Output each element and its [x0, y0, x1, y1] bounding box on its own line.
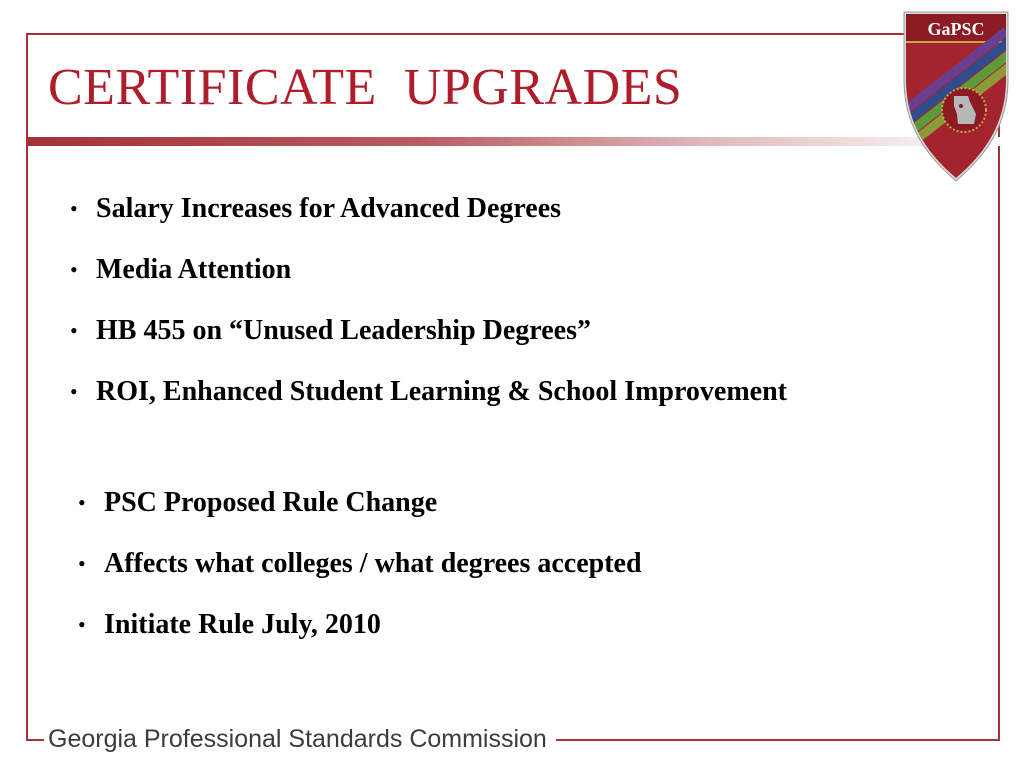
bullet-dot: • — [70, 318, 78, 343]
bullet-text: PSC Proposed Rule Change — [104, 487, 438, 518]
bullet-text: HB 455 on “Unused Leadership Degrees” — [96, 315, 591, 346]
logo-wordmark: GaPSC — [927, 19, 985, 39]
bullet-dot: • — [70, 196, 78, 221]
bullet-dot: • — [70, 379, 78, 404]
bullet-text: Initiate Rule July, 2010 — [104, 609, 381, 640]
title-underline — [28, 137, 1000, 146]
bullet-text: Media Attention — [96, 254, 292, 285]
slide-title: CERTIFICATE UPGRADES — [48, 59, 683, 116]
bullet-dot: • — [70, 257, 78, 282]
bullet-list-primary — [70, 193, 787, 437]
gapsc-shield-logo-icon — [902, 10, 1010, 182]
frame-bottom-line-left — [26, 739, 44, 741]
bullet-item — [78, 609, 642, 670]
bullet-text: Salary Increases for Advanced Degrees — [96, 193, 562, 224]
bullet-dot: • — [78, 551, 86, 576]
bullet-dot: • — [78, 612, 86, 637]
footer-organization-name: Georgia Professional Standards Commission — [48, 725, 547, 753]
bullet-text: Affects what colleges / what degrees accepted — [104, 548, 642, 579]
bullet-item — [78, 487, 642, 548]
bullet-item — [70, 254, 787, 315]
bullet-item — [70, 193, 787, 254]
bullet-dot: • — [78, 490, 86, 515]
bullet-item — [70, 315, 787, 376]
bullet-item — [70, 376, 787, 437]
bullet-text: ROI, Enhanced Student Learning & School Improvement — [96, 376, 788, 407]
bullet-item — [78, 548, 642, 609]
frame-bottom-line-right — [556, 739, 1000, 741]
bullet-list-secondary — [78, 487, 642, 670]
